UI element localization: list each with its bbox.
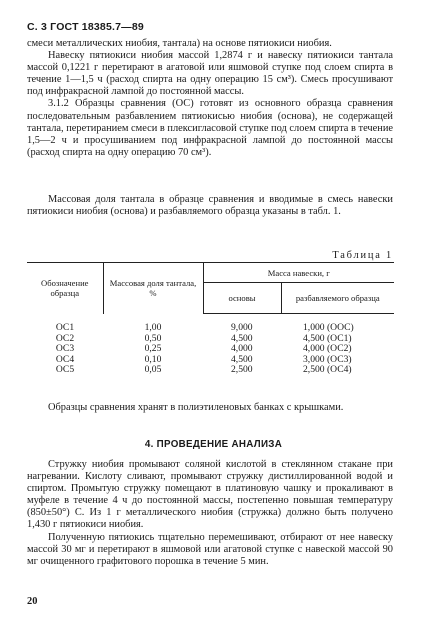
text-block-storage	[27, 402, 393, 414]
cell-id: ОС2	[55, 332, 75, 344]
header-base: основы	[203, 283, 281, 314]
cell-id: ОС5	[55, 364, 75, 376]
cell-diluted: 2,500 (ОС4)	[303, 364, 352, 376]
page-header: С. 3 ГОСТ 18385.7—89	[27, 21, 144, 33]
cell-ta: 0,25	[144, 343, 162, 355]
table-caption: Таблица 1	[332, 250, 393, 261]
cell-id: ОС3	[55, 343, 75, 355]
cell-diluted: 4,500 (ОС1)	[303, 332, 352, 344]
paragraph-continuation: смеси металлических ниобия, тантала) на основе пятиокиси ниобия.	[27, 38, 332, 49]
header-ta-fraction: Массовая доля тантала, %	[103, 263, 203, 314]
cell-diluted: 4,000 (ОС2)	[303, 343, 352, 355]
cell-diluted: 3,000 (ОС3)	[303, 353, 352, 365]
table-row	[27, 314, 394, 334]
paragraph-table-intro: Массовая доля тантала в образце сравнения и вводимые в смесь навески пятиокиси ниобия (основа) и разбавляемого образца указаны в табл. 1.	[27, 194, 393, 218]
paragraph-base-sample: Навеску пятиокиси ниобия массой 1,2874 г и навеску пятиокиси тантала массой 0,1221 г перетирают в агатовой или яшмовой ступке под слоем спирта в течение 1—1,5 ч (расход спирта на одну операцию 15 см³). Смесь просушивают под инфракрасной лампой до постоянной массы.	[27, 50, 393, 98]
cell-ta: 0,10	[144, 353, 162, 365]
header-designation: Обозначение образца	[27, 263, 103, 314]
cell-ta: 0,05	[144, 364, 162, 376]
table-row	[27, 365, 394, 376]
cell-base: 4,500	[231, 332, 253, 344]
paragraph-mixing: Полученную пятиокись тщательно перемешивают, отбирают от нее навеску массой 30 мг и перетирают в яшмовой или агатовой ступке с навеской массой 90 мг очищенного графитового порошка в течение 5 мин.	[27, 531, 393, 567]
paragraph-storage: Образцы сравнения хранят в полиэтиленовых банках с крышками.	[48, 402, 344, 413]
cell-diluted: 1,000 (ООС)	[303, 322, 354, 333]
text-block-top	[27, 38, 393, 159]
table-1	[27, 262, 394, 376]
cell-id: ОС1	[55, 321, 75, 333]
cell-base: 2,500	[231, 364, 253, 376]
cell-base: 4,000	[231, 343, 253, 355]
cell-ta: 0,50	[144, 332, 162, 344]
header-mass-group: Масса навески, г	[203, 263, 394, 283]
cell-id: ОС4	[55, 353, 75, 365]
paragraph-washing: Стружку ниобия промывают соляной кислотой в стеклянном стакане при нагревании. Кислоту сливают, промывают стружку дистиллированной водой и спиртом. Промытую стружку помещают в платиновую чашку и прокаливают в муфеле в течение 4 ч до постоянной массы, постепенно повышая температуру (850±50°) С. Из 1 г металлического ниобия (стружка) должно быть получено 1,430 г пятиокиси ниобия.	[27, 459, 393, 531]
page-number: 20	[27, 596, 38, 607]
cell-base: 9,000	[231, 322, 253, 333]
cell-ta: 1,00	[144, 321, 162, 333]
cell-base: 4,500	[231, 353, 253, 365]
paragraph-3-1-2: 3.1.2 Образцы сравнения (ОС) готовят из основного образца сравнения последовательным разбавлением пятиокисью ниобия (основа), не содержащей тантала, перетиранием смеси в плексигласовой ступке под слоем спирта в течение 1,5—2 ч и просушиванием под инфракрасной лампой до постоянной массы (расход спирта на одну операцию 70 см³).	[27, 98, 393, 158]
section-heading: 4. ПРОВЕДЕНИЕ АНАЛИЗА	[144, 439, 283, 450]
text-block-analysis	[27, 459, 393, 568]
header-diluted: разбавляемого образца	[281, 283, 394, 314]
text-block-table-intro	[27, 194, 393, 218]
